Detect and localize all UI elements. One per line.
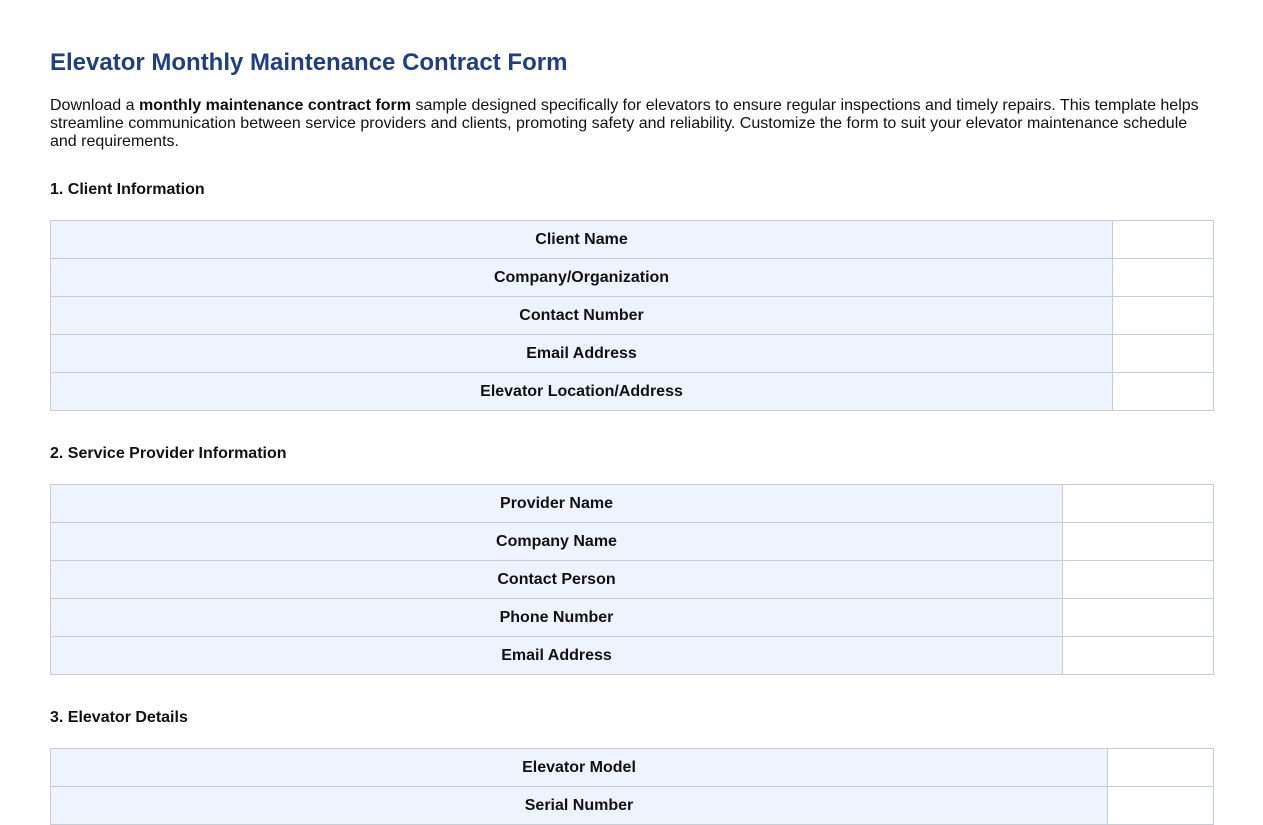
section-heading-elevator: 3. Elevator Details bbox=[50, 709, 188, 726]
table-row bbox=[51, 373, 1214, 411]
client-email-field[interactable] bbox=[1113, 335, 1214, 373]
field-label: Email Address bbox=[51, 335, 1113, 373]
client-name-field[interactable] bbox=[1113, 221, 1214, 259]
intro-text-start: Download a bbox=[50, 97, 139, 114]
phone-number-field[interactable] bbox=[1063, 599, 1214, 637]
company-name-field[interactable] bbox=[1063, 523, 1214, 561]
table-row bbox=[51, 523, 1214, 561]
table-row bbox=[51, 599, 1214, 637]
table-row bbox=[51, 485, 1214, 523]
provider-email-field[interactable] bbox=[1063, 637, 1214, 675]
intro-text-end: sample designed specifically for elevators to ensure regular inspections and timely repairs. This template helps streamline communication between service providers and clients, promoting safety and reliability. Customize the form to suit your elevator maintenance schedule and requirements. bbox=[50, 97, 1199, 150]
field-label: Phone Number bbox=[51, 599, 1063, 637]
field-label: Contact Person bbox=[51, 561, 1063, 599]
field-label: Contact Number bbox=[51, 297, 1113, 335]
field-label: Email Address bbox=[51, 637, 1063, 675]
provider-name-field[interactable] bbox=[1063, 485, 1214, 523]
table-row bbox=[51, 297, 1214, 335]
provider-info-table bbox=[50, 484, 1214, 675]
field-label: Serial Number bbox=[51, 787, 1108, 825]
client-info-table bbox=[50, 220, 1214, 411]
company-organization-field[interactable] bbox=[1113, 259, 1214, 297]
table-row bbox=[51, 561, 1214, 599]
table-row bbox=[51, 259, 1214, 297]
elevator-location-field[interactable] bbox=[1113, 373, 1214, 411]
table-row bbox=[51, 335, 1214, 373]
field-label: Company Name bbox=[51, 523, 1063, 561]
contact-number-field[interactable] bbox=[1113, 297, 1214, 335]
elevator-model-field[interactable] bbox=[1108, 749, 1214, 787]
section-heading-provider: 2. Service Provider Information bbox=[50, 445, 287, 462]
field-label: Company/Organization bbox=[51, 259, 1113, 297]
field-label: Elevator Location/Address bbox=[51, 373, 1113, 411]
elevator-details-table bbox=[50, 748, 1214, 825]
field-label: Elevator Model bbox=[51, 749, 1108, 787]
intro-paragraph bbox=[50, 97, 1210, 151]
field-label: Client Name bbox=[51, 221, 1113, 259]
section-heading-client: 1. Client Information bbox=[50, 181, 205, 198]
table-row bbox=[51, 749, 1214, 787]
table-row bbox=[51, 637, 1214, 675]
contact-person-field[interactable] bbox=[1063, 561, 1214, 599]
page-title: Elevator Monthly Maintenance Contract Form bbox=[50, 49, 568, 76]
table-row bbox=[51, 221, 1214, 259]
field-label: Provider Name bbox=[51, 485, 1063, 523]
intro-text-bold: monthly maintenance contract form bbox=[138, 97, 411, 114]
